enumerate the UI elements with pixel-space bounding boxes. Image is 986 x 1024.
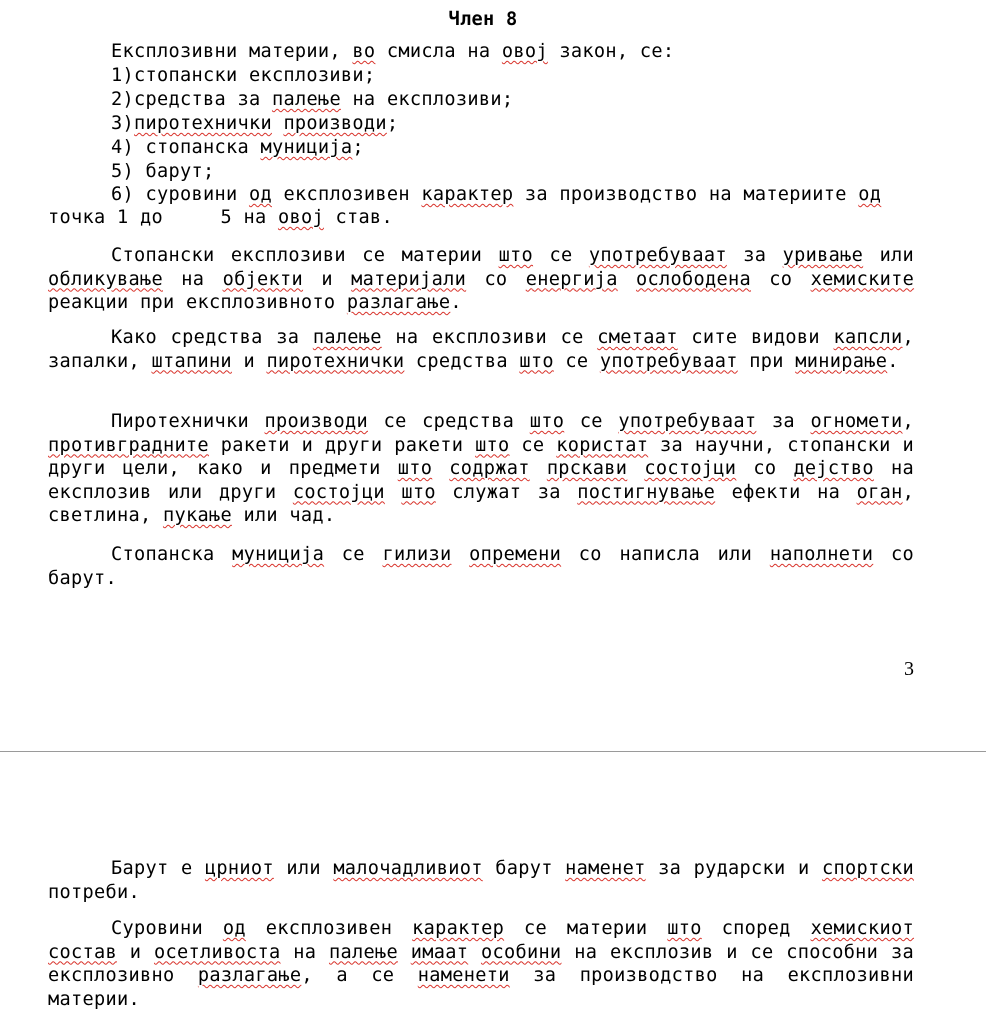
- spellcheck-flagged-word[interactable]: пиротехнички: [134, 113, 272, 134]
- spellcheck-flagged-word[interactable]: карактер: [412, 918, 505, 939]
- list-item-4: 4) стопанска муниција;: [111, 137, 364, 158]
- spellcheck-flagged-word[interactable]: од: [222, 918, 246, 939]
- spellcheck-flagged-word[interactable]: енергија: [525, 268, 618, 290]
- spellcheck-flagged-word[interactable]: материјали: [351, 268, 467, 290]
- spellcheck-flagged-word[interactable]: овој: [501, 41, 548, 62]
- spellcheck-flagged-word[interactable]: малочадливиот: [333, 858, 483, 879]
- spellcheck-flagged-word[interactable]: состав: [48, 941, 117, 963]
- spellcheck-flagged-word[interactable]: во: [352, 41, 376, 62]
- spellcheck-flagged-word[interactable]: муниција: [260, 137, 353, 158]
- spellcheck-flagged-word[interactable]: уривање: [782, 245, 864, 266]
- paragraph-gunpowder: Барут е црниот или малочадливиот барут наменет за рударски и спортски потреби.: [48, 858, 914, 903]
- spellcheck-flagged-word[interactable]: хемиските: [810, 268, 915, 290]
- list-item-3: 3)пиротехнички производи;: [111, 113, 399, 134]
- spellcheck-flagged-word[interactable]: гилизи: [382, 544, 452, 565]
- page-separator: [0, 751, 986, 752]
- spellcheck-flagged-word[interactable]: минирање: [795, 350, 888, 372]
- paragraph-ammunition: Стопанска муниција се гилизи опремени со написла или наполнети со барут.: [48, 544, 914, 589]
- spellcheck-flagged-word[interactable]: од: [858, 184, 882, 205]
- spellcheck-flagged-word[interactable]: пиротехнички: [266, 350, 405, 372]
- paragraph-pyrotechnics: Пиротехнички производи се средства што се употребуваат за огномети, противградните ракети и други ракети што се користат за научни, стопански и други цели, како и предмети што содржат прскави состојци со дејство на експлозив или други состојци што служат за постигнување ефекти на оган, светлина, пукање или чад.: [48, 411, 915, 526]
- page-number: 3: [904, 658, 914, 680]
- spellcheck-flagged-word[interactable]: наменети: [417, 965, 510, 986]
- spellcheck-flagged-word[interactable]: постигнување: [577, 481, 716, 503]
- spellcheck-flagged-word[interactable]: пукање: [162, 505, 232, 526]
- spellcheck-flagged-word[interactable]: дејство: [793, 458, 874, 479]
- intro-line: Експлозивни материи, во смисла на овој закон, се:: [111, 41, 675, 62]
- spellcheck-flagged-word[interactable]: капсли: [833, 327, 903, 348]
- spellcheck-flagged-word[interactable]: оган: [856, 481, 903, 503]
- spellcheck-flagged-word[interactable]: користат: [556, 434, 649, 456]
- spellcheck-flagged-word[interactable]: сметаат: [597, 327, 678, 348]
- spellcheck-flagged-word[interactable]: палење: [328, 941, 398, 963]
- paragraph-raw-materials: Суровини од експлозивен карактер се материи што според хемискиот состав и осетливоста на палење имаат особини на експлозив и се способни за експлозивно разлагање, а се наменети за производство на експлозивни материи.: [48, 918, 915, 1010]
- spellcheck-flagged-word[interactable]: состојци: [644, 458, 737, 479]
- spellcheck-flagged-word[interactable]: што: [519, 350, 554, 372]
- spellcheck-flagged-word[interactable]: што: [529, 411, 565, 432]
- spellcheck-flagged-word[interactable]: што: [667, 918, 702, 939]
- spellcheck-flagged-word[interactable]: црниот: [204, 858, 274, 879]
- spellcheck-flagged-word[interactable]: што: [397, 458, 433, 479]
- list-item-5: 5) барут;: [111, 161, 215, 182]
- spellcheck-flagged-word[interactable]: карактер: [421, 184, 514, 205]
- document-page-2: [0, 753, 986, 1024]
- spellcheck-flagged-word[interactable]: наменет: [565, 858, 646, 879]
- spellcheck-flagged-word[interactable]: производи: [264, 411, 368, 432]
- spellcheck-flagged-word[interactable]: разлагање: [197, 965, 302, 986]
- spellcheck-flagged-word[interactable]: што: [498, 245, 534, 266]
- list-item-6-continuation: точка 1 до 5 на овој став.: [48, 207, 393, 228]
- spellcheck-flagged-word[interactable]: содржат: [449, 458, 530, 479]
- spellcheck-flagged-word[interactable]: производи: [283, 113, 387, 134]
- spellcheck-flagged-word[interactable]: ослободена: [636, 268, 751, 290]
- spellcheck-flagged-word[interactable]: наполнети: [769, 544, 874, 565]
- spellcheck-flagged-word[interactable]: противградните: [48, 434, 209, 456]
- paragraph-ignition-means: Како средства за палење на експлозиви се сметаат сите видови капсли, запалки, штапини и пиротехнички средства што се употребуваат при минирање.: [48, 327, 915, 372]
- list-item-1: 1)стопански експлозиви;: [111, 65, 376, 86]
- spellcheck-flagged-word[interactable]: што: [401, 481, 436, 503]
- spellcheck-flagged-word[interactable]: обликување: [48, 268, 163, 290]
- spellcheck-flagged-word[interactable]: огномети: [810, 411, 903, 432]
- spellcheck-flagged-word[interactable]: употребуваат: [618, 411, 757, 432]
- article-title: Член 8: [448, 9, 518, 30]
- list-item-6: 6) суровини од експлозивен карактер за производство на материите од: [111, 184, 882, 205]
- spellcheck-flagged-word[interactable]: штапини: [151, 350, 232, 372]
- spellcheck-flagged-word[interactable]: опремени: [469, 544, 562, 565]
- spellcheck-flagged-word[interactable]: осетливоста: [154, 941, 281, 963]
- spellcheck-flagged-word[interactable]: што: [475, 434, 510, 456]
- spellcheck-flagged-word[interactable]: овој: [277, 207, 324, 228]
- spellcheck-flagged-word[interactable]: објекти: [222, 268, 304, 290]
- spellcheck-flagged-word[interactable]: прскави: [546, 458, 628, 479]
- spellcheck-flagged-word[interactable]: палење: [312, 327, 382, 348]
- spellcheck-flagged-word[interactable]: палење: [271, 89, 341, 110]
- spellcheck-flagged-word[interactable]: од: [248, 184, 272, 205]
- spellcheck-flagged-word[interactable]: хемискиот: [810, 918, 915, 939]
- spellcheck-flagged-word[interactable]: употребуваат: [588, 245, 727, 266]
- spellcheck-flagged-word[interactable]: имаат: [410, 941, 469, 963]
- list-item-2: 2)средства за палење на експлозиви;: [111, 89, 514, 110]
- spellcheck-flagged-word[interactable]: спортски: [821, 858, 914, 879]
- spellcheck-flagged-word[interactable]: разлагање: [346, 292, 451, 313]
- spellcheck-flagged-word[interactable]: состојци: [292, 481, 385, 503]
- paragraph-industrial-explosives: Стопански експлозиви се материи што се употребуваат за уривање или обликување на објекти и материјали со енергија ослободена со хемиските реакции при експлозивното разлагање.: [48, 245, 915, 313]
- spellcheck-flagged-word[interactable]: особини: [480, 941, 562, 963]
- spellcheck-flagged-word[interactable]: употребуваат: [599, 350, 738, 372]
- spellcheck-flagged-word[interactable]: муниција: [232, 544, 325, 565]
